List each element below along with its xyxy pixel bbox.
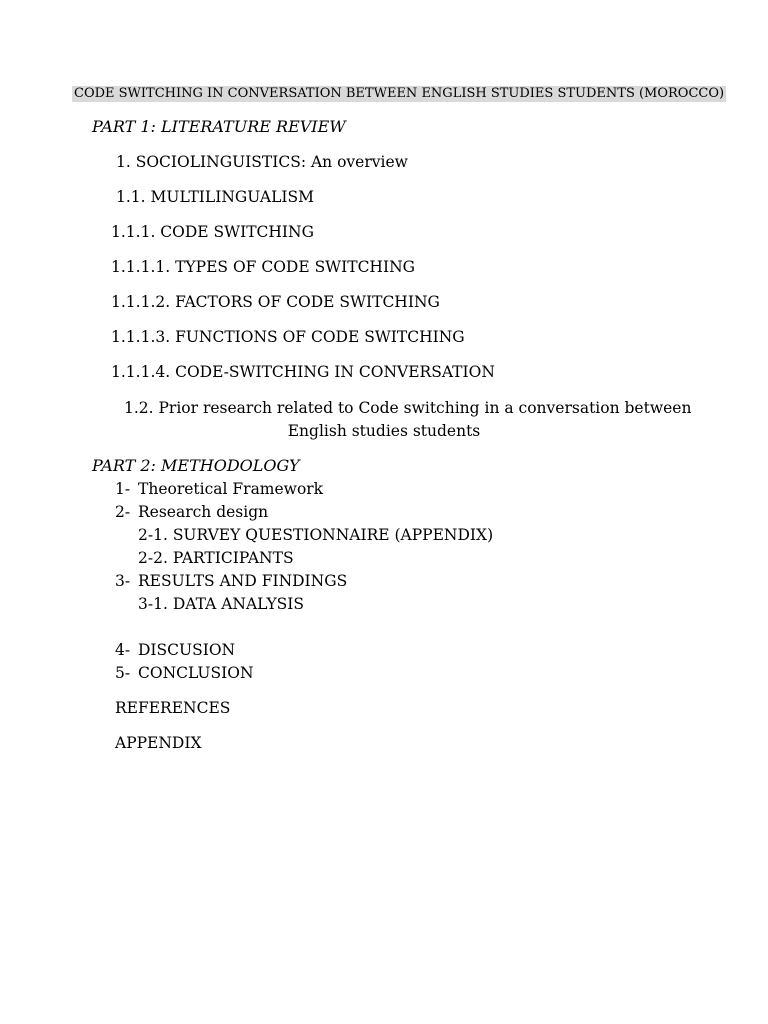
toc-item-types: 1.1.1.1. TYPES OF CODE SWITCHING (111, 258, 416, 276)
list-item-text: RESULTS AND FINDINGS (138, 572, 348, 590)
toc-item-prior-research: 1.2. Prior research related to Code switching in a conversation between (124, 399, 692, 417)
list-marker: 1- (115, 480, 131, 498)
part1-heading: PART 1: LITERATURE REVIEW (92, 117, 346, 136)
toc-item-factors: 1.1.1.2. FACTORS OF CODE SWITCHING (111, 293, 440, 311)
list-item-text: CONCLUSION (138, 664, 254, 682)
method-subitem: 2-1. SURVEY QUESTIONNAIRE (APPENDIX) (138, 526, 494, 544)
list-item-text: Theoretical Framework (138, 480, 324, 498)
toc-item-in-conversation: 1.1.1.4. CODE-SWITCHING IN CONVERSATION (111, 363, 495, 381)
part2-heading: PART 2: METHODOLOGY (92, 456, 300, 475)
method-item (115, 663, 254, 683)
list-item-text: DISCUSION (138, 641, 236, 659)
toc-item-functions: 1.1.1.3. FUNCTIONS OF CODE SWITCHING (111, 328, 465, 346)
method-subitem: 3-1. DATA ANALYSIS (138, 595, 305, 613)
list-marker: 3- (115, 572, 131, 590)
method-item (115, 479, 323, 499)
toc-item-multilingualism: 1.1. MULTILINGUALISM (116, 188, 314, 206)
method-item (115, 502, 268, 522)
toc-item-code-switching: 1.1.1. CODE SWITCHING (111, 223, 314, 241)
method-item (115, 640, 235, 660)
list-marker: 2- (115, 503, 131, 521)
method-item (115, 571, 347, 591)
toc-item-sociolinguistics: 1. SOCIOLINGUISTICS: An overview (116, 153, 408, 171)
appendix-heading: APPENDIX (115, 734, 202, 752)
list-marker: 4- (115, 641, 131, 659)
list-marker: 5- (115, 664, 131, 682)
document-title: CODE SWITCHING IN CONVERSATION BETWEEN ENGLISH STUDIES STUDENTS (MOROCCO) (74, 86, 725, 101)
method-subitem: 2-2. PARTICIPANTS (138, 549, 294, 567)
list-item-text: Research design (138, 503, 269, 521)
references-heading: REFERENCES (115, 699, 231, 717)
toc-item-prior-research-continued: English studies students (287, 422, 481, 440)
